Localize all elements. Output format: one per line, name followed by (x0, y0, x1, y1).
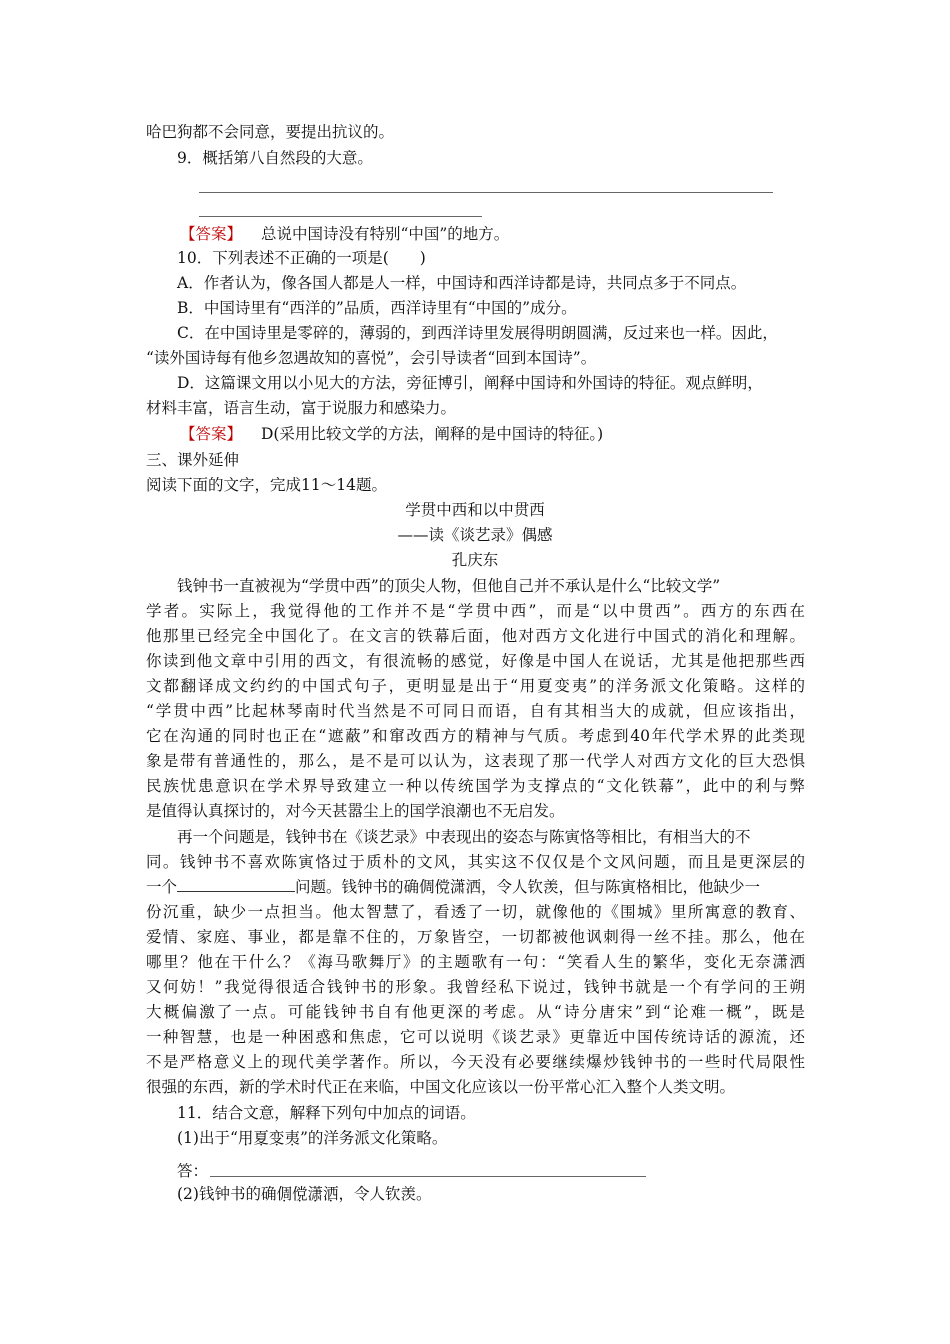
paragraph-2-line: 哪里？他在干什么？《海马歌舞厅》的主题歌有一句：“笑看人生的繁华，变化无奈潇洒 (146, 953, 805, 971)
question-9-answer (180, 222, 509, 246)
question-10-stem: 10．下列表述不正确的一项是( ) (177, 249, 426, 267)
article-title: 学贯中西和以中贯西 (405, 501, 545, 519)
answer-tag: 【答案】 (180, 425, 243, 443)
paragraph-1-line: 民族忧患意识在学术界导致建立一种以传统国学为支撑点的“文化铁幕”，此中的利与弊 (146, 777, 805, 795)
option-a: A．作者认为，像各国人都是人一样，中国诗和西洋诗都是诗，共同点多于不同点。 (177, 274, 747, 292)
question-9-stem: 9．概括第八自然段的大意。 (177, 149, 373, 167)
dotted-char: 傥 (291, 1185, 308, 1203)
paragraph-2-line: 同。钱钟书不喜欢陈寅恪过于质朴的文风，其实这不仅仅是个文风问题，而且是更深层的 (146, 853, 805, 871)
reading-instruction: 阅读下面的文字，完成11～14题。 (146, 476, 387, 494)
question-11-stem: 11．结合文意，解释下列句中加点的词语。 (177, 1104, 476, 1122)
answer-line (199, 216, 482, 217)
paragraph-1-line: 学者。实际上，我觉得他的工作并不是“学贯中西”，而是“以中贯西”。西方的东西在 (146, 602, 805, 620)
option-c-line2: “读外国诗每有他乡忽遇故知的喜悦”，会引导读者“回到本国诗”。 (146, 349, 597, 367)
option-d-line2: 材料丰富，语言生动，富于说服力和感染力。 (146, 399, 457, 417)
item-suffix: ，令人钦羡。 (338, 1185, 432, 1203)
paragraph-2-line: 份沉重，缺少一点担当。他太智慧了，看透了一切，就像他的《围城》里所寓意的教育、 (146, 903, 805, 921)
paragraph-2-line: 大概偏激了一点。可能钱钟书自有他更深的考虑。从“诗分唐宋”到“论难一概”，既是 (146, 1003, 805, 1021)
item-prefix: (2)钱钟书的确 (177, 1185, 277, 1203)
answer-label: 答： (177, 1162, 209, 1180)
paragraph-2-line: 又何妨！”我觉得很适合钱钟书的形象。我曾经私下说过，钱钟书就是一个有学问的王朔 (146, 978, 805, 996)
paragraph-1-line: 文都翻译成文约约的中国式句子，更明显是出于“用夏变夷”的洋务派文化策略。这样的 (146, 677, 805, 695)
dotted-char: 变 (268, 1129, 285, 1147)
question-10-answer (180, 422, 603, 446)
dotted-char: 倜 (276, 1185, 292, 1203)
question-11-item-2 (177, 1182, 432, 1206)
paragraph-2-line: 不是严格意义上的现代美学著作。所以，今天没有必要继续爆炒钱钟书的一些时代局限性 (146, 1053, 805, 1071)
item-suffix: ”的洋务派文化策略。 (299, 1129, 448, 1147)
blank-prefix: 一个 (146, 878, 178, 896)
fill-in-blank (177, 879, 295, 892)
answer-text: 总说中国诗没有特别“中国”的地方。 (260, 225, 510, 243)
paragraph-1-line: “学贯中西”比起林琴南时代当然是不可同日而语，自有其相当大的成就，但应该指出， (146, 702, 805, 720)
option-d-line1: D．这篇课文用以小见大的方法，旁征博引，阐释中国诗和外国诗的特征。观点鲜明， (177, 374, 763, 392)
article-author: 孔庆东 (451, 551, 499, 569)
option-b: B．中国诗里有“西洋的”品质，西洋诗里有“中国的”成分。 (177, 299, 577, 317)
article-subtitle: ——读《谈艺录》偶感 (397, 526, 553, 544)
dotted-char: 洒 (323, 1185, 339, 1203)
paragraph-1-line: 你读到他文章中引用的西文，有很流畅的感觉，好像是中国人在说话，尤其是他把那些西 (146, 652, 805, 670)
paragraph-2-line: 一种智慧，也是一种困惑和焦虑，它可以说明《谈艺录》更靠近中国传统诗话的源流，还 (146, 1028, 805, 1046)
answer-tag: 【答案】 (180, 225, 243, 243)
blank-suffix: 问题。钱钟书的确倜傥潇洒，令人钦羡，但与陈寅格相比，他缺少一 (295, 878, 761, 896)
dotted-char: 用 (237, 1129, 254, 1147)
paragraph-1-line: 是值得认真探讨的，对今天甚嚣尘上的国学浪潮也不无启发。 (146, 802, 565, 820)
answer-line (199, 192, 773, 193)
option-c-line1: C．在中国诗里是零碎的，薄弱的，到西洋诗里发展得明朗圆满，反过来也一样。因此， (177, 324, 778, 342)
paragraph-2-line: 很强的东西，新的学术时代正在来临，中国文化应该以一份平常心汇入整个人类文明。 (146, 1078, 736, 1096)
paragraph-2-line-with-blank (146, 875, 760, 899)
paragraph-1-line: 象是带有普通性的，那么，是不是可以认为，这表现了那一代学人对西方文化的巨大恐惧 (146, 752, 805, 770)
answer-text: D(采用比较文学的方法，阐释的是中国诗的特征。) (260, 425, 604, 443)
item-prefix: (1)出于“ (177, 1129, 238, 1147)
paragraph-1-line: 钱钟书一直被视为“学贯中西”的顶尖人物，但他自己并不承认是什么“比较文学” (177, 577, 721, 595)
paragraph-1-line: 它在沟通的同时也正在“遮蔽”和窜改西方的精神与气质。考虑到40年代学术界的此类现 (146, 727, 805, 745)
q8-continuation: 哈巴狗都不会同意，要提出抗议的。 (146, 123, 395, 141)
question-11-item-1 (177, 1126, 447, 1150)
paragraph-2-line: 再一个问题是，钱钟书在《谈艺录》中表现出的姿态与陈寅恪等相比，有相当大的不 (177, 828, 751, 846)
dotted-char: 夷 (284, 1129, 300, 1147)
paragraph-2-line: 爱情、家庭、事业，都是靠不住的，万象皆空，一切都被他讽刺得一丝不挂。那么，他在 (146, 928, 805, 946)
paragraph-1-line: 他那里已经完全中国化了。在文言的铁幕后面，他对西方文化进行中国式的消化和理解。 (146, 627, 805, 645)
section-heading: 三、课外延伸 (146, 451, 240, 469)
dotted-char: 夏 (253, 1129, 269, 1147)
answer-line (210, 1176, 646, 1177)
dotted-char: 潇 (307, 1185, 324, 1203)
